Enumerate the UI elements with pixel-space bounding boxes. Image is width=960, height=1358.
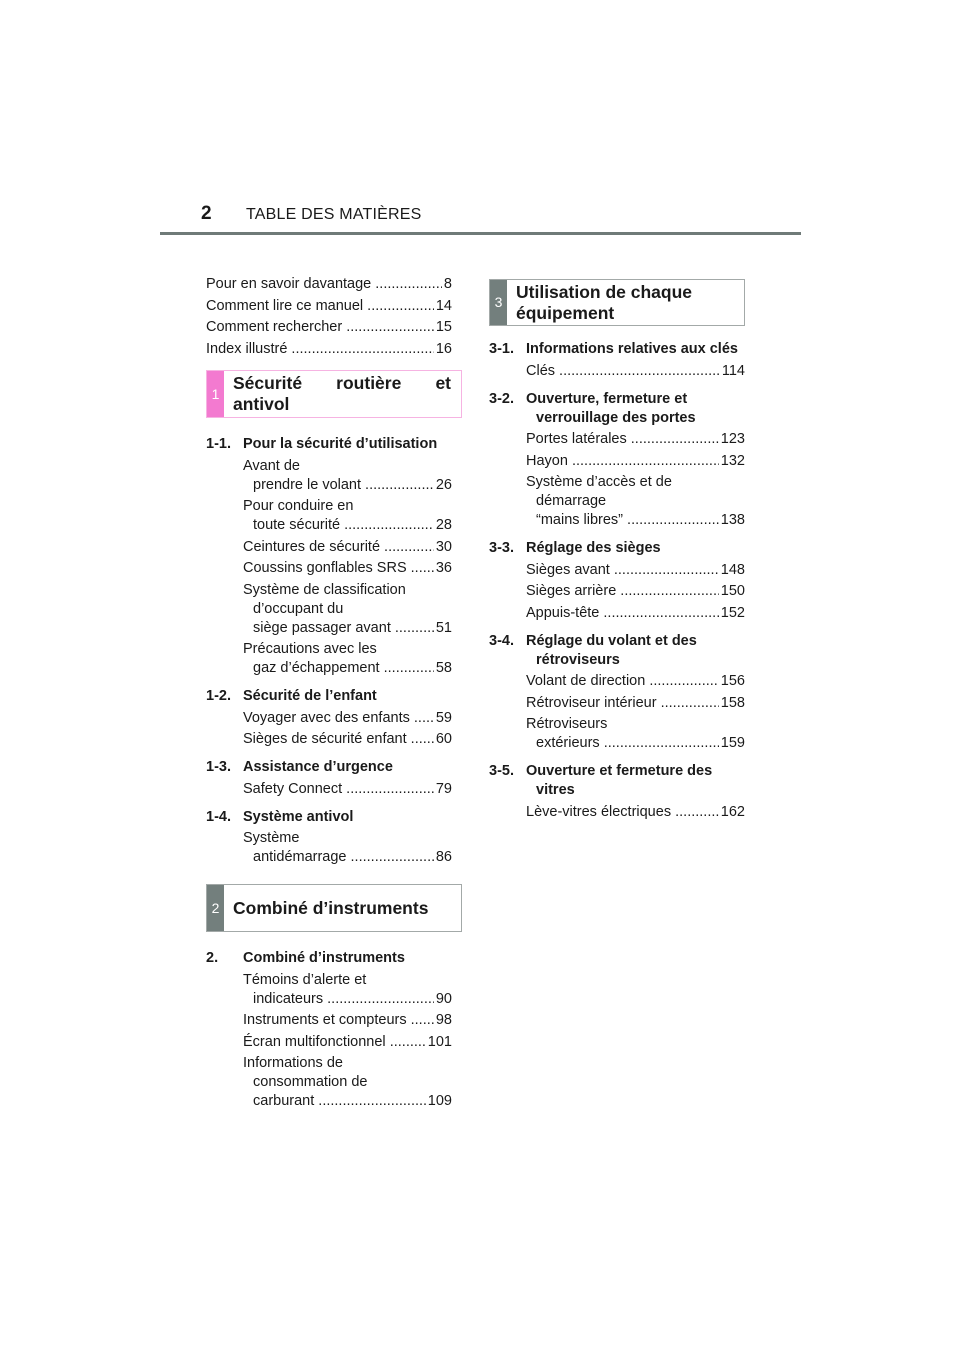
subsection [206,687,452,749]
toc-entry-page: 109 [427,1093,452,1109]
toc-entry-line [243,457,452,476]
toc-entry[interactable] [206,340,452,362]
subsection [489,340,745,381]
toc-entry-line [243,848,452,867]
toc-entry-title: Système [243,830,300,846]
subsection-title: Combiné d’instruments [243,950,405,966]
toc-entry-title: Appuis-tête ..... [526,604,719,623]
toc-entry-title: Système d’accès et de [526,474,672,490]
toc-entry-page: 79 [435,780,452,797]
toc-entry-page: 150 [720,583,745,599]
section-title-1: Sécurité routière et antivol [233,373,451,414]
toc-entry-line [243,971,452,990]
section-header-1[interactable] [206,370,462,418]
toc-entry[interactable] [243,640,452,678]
toc-entry-page: 8 [443,276,452,292]
toc-entry-title: Clés ..... [526,362,720,381]
toc-entry[interactable] [243,971,452,1009]
toc-entry-line [526,362,745,381]
toc-entry-line [243,709,452,728]
toc-entry-page: 86 [435,849,452,865]
toc-entry-line [243,640,452,659]
toc-entry-title: Pour en savoir davantage ..... [206,275,442,294]
toc-entry[interactable] [243,730,452,749]
toc-entry-title: Pour conduire en [243,498,354,514]
toc-entry[interactable] [206,275,452,297]
toc-entry-title: Ceintures de sécurité ..... [243,538,434,557]
toc-entry-title: gaz d’échappement ..... [253,659,434,678]
toc-entry-title: Écran multifonctionnel ..... [243,1033,426,1052]
subsection-heading[interactable] [489,762,745,800]
toc-entry-title: Index illustré ..... [206,340,434,359]
toc-entry-title: d’occupant du [253,600,344,617]
toc-entry-page: 156 [720,673,745,689]
subsection [206,435,452,678]
subsection-heading[interactable] [206,808,452,827]
toc-entry-page: 162 [720,803,745,820]
toc-entry-line [526,803,745,822]
toc-entry-line [526,582,745,601]
toc-entry-title: Instruments et compteurs ..... [243,1011,434,1030]
subsection-title: Réglage des sièges [526,540,661,556]
toc-entry[interactable] [526,672,745,691]
toc-entry-line [243,516,452,535]
subsection-title: Sécurité de l’enfant [243,688,377,704]
toc-entry-line [526,604,745,623]
toc-entry-title: Portes latérales ..... [526,430,719,449]
toc-entry[interactable] [243,1011,452,1030]
toc-entry-page: 36 [435,560,452,576]
toc-entry[interactable] [526,473,745,530]
toc-entry-page: 60 [435,731,452,747]
toc-entry[interactable] [243,709,452,728]
toc-entry-title: Volant de direction ..... [526,672,719,691]
subsection-number: 3-1. [489,341,514,357]
toc-entry-line [243,619,452,638]
toc-entry-title: Avant de [243,457,300,474]
toc-entry-line [526,492,745,511]
toc-entry-page: 98 [435,1012,452,1028]
toc-entry-line [243,581,452,600]
toc-entry-page: 123 [720,431,745,447]
subsection [489,539,745,623]
subsection-title: Ouverture et fermeture des vitres [526,763,713,798]
toc-entry-line [243,829,452,848]
toc-entry-line [526,511,745,530]
toc-entry-line [526,561,745,580]
toc-entry-page: 114 [721,362,745,379]
subsection-number: 1-1. [206,436,231,452]
toc-entry-line [243,990,452,1009]
toc-entry-title: Précautions avec les [243,641,377,657]
toc-entry-page: 159 [720,735,745,751]
subsection-title: Ouverture, fermeture et verrouillage des portes [526,390,696,426]
subsection-heading[interactable] [206,949,452,968]
subsection [489,390,745,531]
toc-entry-line [526,734,745,753]
toc-entry-page: 28 [435,517,452,533]
toc-entry-page: 152 [720,604,745,621]
toc-entry-title: Rétroviseurs [526,716,608,732]
toc-entry-page: 59 [435,709,452,726]
toc-entry-page: 30 [435,538,452,555]
toc-entry-title: Sièges avant ..... [526,561,719,580]
toc-entry-title: consommation de [253,1074,368,1090]
toc-entry-title: Rétroviseur intérieur ..... [526,694,719,713]
toc-entry[interactable] [243,829,452,867]
toc-entry-title: Comment rechercher ..... [206,318,434,337]
toc-entry-title: Sièges arrière ..... [526,582,719,601]
toc-entry-line [243,1092,452,1111]
toc-entry-page: 101 [427,1033,452,1050]
left-column [206,275,452,1111]
toc-entry-title: toute sécurité ..... [253,516,434,535]
section-body-2 [206,949,452,1111]
toc-entry-line [243,559,452,578]
subsection-title: Pour la sécurité d’utilisation [243,436,438,452]
section-header-3[interactable] [489,279,745,326]
toc-entry[interactable] [526,803,745,822]
toc-entry-line [243,476,452,495]
toc-entry-page: 148 [720,561,745,578]
subsection [206,949,452,1111]
toc-entry-title: Hayon ..... [526,452,719,471]
toc-entry-title: Lève-vitres électriques ..... [526,803,719,822]
toc-entry-title: Voyager avec des enfants ..... [243,709,434,728]
toc-entry-page: 58 [435,660,452,676]
toc-entry-title: extérieurs ..... [536,734,719,753]
toc-entry[interactable] [243,457,452,495]
toc-entry-line [243,538,452,557]
toc-entry-line [243,1033,452,1052]
toc-entry-page: 132 [720,452,745,469]
subsection [206,808,452,868]
subsection-number: 3-3. [489,540,514,556]
toc-entry-line [243,1054,452,1073]
toc-entry-title: Safety Connect ..... [243,780,434,799]
subsection-title: Informations relatives aux clés [526,341,738,357]
subsection-number: 1-2. [206,688,231,704]
subsection-heading[interactable] [489,539,745,558]
subsection [489,762,745,822]
subsection-heading[interactable] [489,632,745,670]
toc-entry-line [243,659,452,678]
toc-entry-title: Coussins gonflables SRS ..... [243,559,434,578]
toc-entry-title: Système de classification [243,581,406,598]
section-body-1 [206,435,452,867]
intro-list [206,275,452,361]
toc-entry-title: “mains libres” ..... [536,511,719,530]
subsection-number: 1-3. [206,759,231,775]
toc-entry-title: Témoins d’alerte et [243,971,367,988]
section-tab-1: 1 [207,371,224,417]
toc-entry-line [526,430,745,449]
toc-entry-page: 138 [720,512,745,528]
page-number: 2 [201,203,212,224]
section-title-3: Utilisation de chaque équipement [516,281,692,323]
section-tab-3: 3 [490,280,507,325]
toc-entry-line [526,715,745,734]
subsection-title: Assistance d’urgence [243,759,393,775]
toc-entry-line [243,1011,452,1030]
subsection-title: Réglage du volant et des rétroviseurs [526,632,697,668]
section-body-3 [489,340,745,822]
subsection [206,758,452,799]
subsection-heading[interactable] [489,390,745,428]
subsection-number: 3-5. [489,763,514,779]
subsection-number: 3-4. [489,632,514,649]
toc-entry[interactable] [526,430,745,449]
toc-entry[interactable] [243,497,452,535]
subsection-number: 3-2. [489,390,514,407]
toc-entry[interactable] [526,452,745,471]
toc-entry[interactable] [243,538,452,557]
toc-entry-title: antidémarrage ..... [253,848,434,867]
toc-entry-title: indicateurs ..... [253,990,434,1009]
toc-entry-line [243,730,452,749]
toc-entry[interactable] [243,559,452,578]
toc-entry-page: 14 [435,297,452,314]
toc-entry-line [526,473,745,492]
toc-entry-page: 16 [435,340,452,357]
page-title: TABLE DES MATIÈRES [246,206,422,223]
toc-entry[interactable] [243,1054,452,1111]
toc-entry-line [526,694,745,713]
section-title-2: Combiné d’instruments [233,897,429,918]
section-tab-2: 2 [207,885,224,931]
toc-entry-line [526,672,745,691]
subsection-heading[interactable] [206,435,452,454]
toc-entry[interactable] [526,362,745,381]
toc-entry[interactable] [243,581,452,638]
toc-entry-page: 51 [435,619,452,636]
toc-entry-line [243,780,452,799]
toc-entry-page: 15 [435,319,452,335]
toc-entry-title: Informations de [243,1055,343,1071]
toc-entry-title: démarrage [536,493,607,509]
right-column [489,279,745,822]
toc-entry-line [243,600,452,619]
toc-entry-line [243,1073,452,1092]
toc-entry[interactable] [526,694,745,713]
toc-entry[interactable] [206,318,452,340]
subsection-number: 2. [206,950,219,966]
toc-entry[interactable] [526,604,745,623]
subsection-heading[interactable] [206,687,452,706]
toc-entry-line [243,497,452,516]
header-rule [160,232,801,235]
toc-entry[interactable] [206,297,452,319]
toc-entry[interactable] [526,715,745,753]
subsection-title: Système antivol [243,808,354,825]
subsection-heading[interactable] [206,758,452,777]
toc-entry-page: 90 [435,990,452,1007]
subsection-heading[interactable] [489,340,745,359]
toc-entry-page: 158 [720,694,745,711]
subsection-number: 1-4. [206,808,231,825]
toc-entry-title: carburant ..... [253,1092,426,1111]
toc-entry-line [526,452,745,471]
toc-entry-title: siège passager avant ..... [253,619,434,638]
toc-entry-title: Sièges de sécurité enfant ..... [243,730,434,749]
toc-entry[interactable] [243,780,452,799]
subsection [489,632,745,754]
toc-entry[interactable] [526,582,745,601]
toc-entry-title: Comment lire ce manuel ..... [206,297,434,316]
section-header-2[interactable] [206,884,462,932]
toc-entry[interactable] [243,1033,452,1052]
toc-entry-page: 26 [435,476,452,493]
toc-entry-title: prendre le volant ..... [253,476,434,495]
toc-entry[interactable] [526,561,745,580]
